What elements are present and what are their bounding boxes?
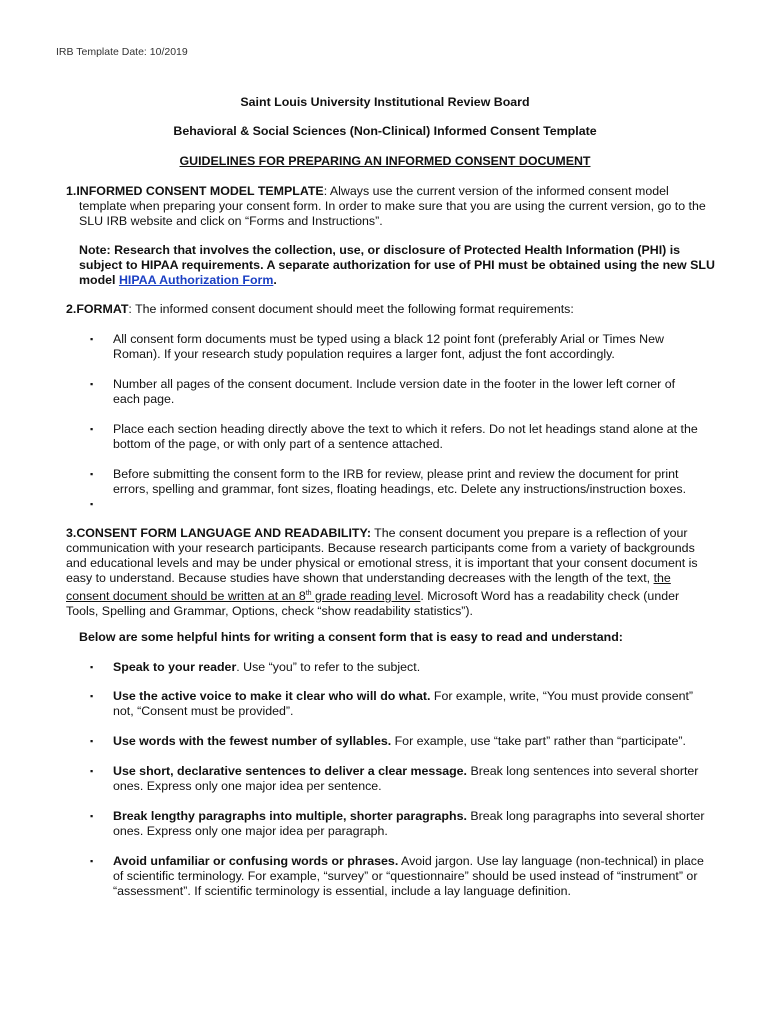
hint-text: Break long paragraphs into several shorter ones. Express only one major idea per paragraph. — [113, 809, 705, 838]
section-1-text-line1: : Always use the current version of the informed consent model — [323, 184, 669, 198]
hint-text: Avoid jargon. Use lay language (non-technical) in place of scientific terminology. For example, “survey” or “questionnaire” should be used instead of “instrument” or “assessment”. If scientific terminology is essential, include a lay language definition. — [113, 854, 704, 898]
hint-bold: Avoid unfamiliar or confusing words or phrases. — [113, 854, 399, 868]
section-1-number: 1. — [66, 184, 77, 198]
section-3 — [66, 526, 706, 619]
section-2 — [66, 302, 716, 317]
bullet-icon: ▪ — [90, 691, 94, 701]
bullet-icon: ▪ — [90, 379, 94, 389]
format-list — [90, 332, 705, 512]
hint-text: For example, write, “You must provide consent” not, “Consent must be provided”. — [113, 689, 694, 718]
template-subtitle: Behavioral & Social Sciences (Non-Clinical) Informed Consent Template — [173, 124, 597, 138]
section-2-heading: FORMAT — [76, 302, 129, 316]
list-item — [90, 377, 705, 407]
hint-text: Break long sentences into several shorter ones. Express only one major idea per sentence. — [113, 764, 699, 793]
section-2-text: : The informed consent document should meet the following format requirements: — [128, 302, 574, 316]
section-1 — [66, 184, 716, 229]
section-3-text-a: The consent document you prepare is a reflection of your communication with your research participants. Because research participants come from a variety of backgrounds and educational levels and may be under physical or emotional stress, it is important that your consent document is easy to understand. Because studies have shown that understanding decreases with the length of the text, — [66, 526, 698, 585]
section-2-number: 2. — [66, 302, 77, 316]
bullet-icon: ▪ — [90, 499, 94, 509]
bullet-icon: ▪ — [90, 424, 94, 434]
list-item — [90, 734, 705, 749]
list-item — [90, 854, 705, 899]
hints-list — [90, 660, 705, 899]
section-3-number: 3. — [66, 526, 77, 540]
bullet-icon: ▪ — [90, 334, 94, 344]
format-item-text: Place each section heading directly above the text to which it refers. Do not let headings stand alone at the bottom of the page, or with only part of a sentence attached. — [113, 422, 698, 451]
list-item — [90, 764, 705, 794]
list-item — [90, 809, 705, 839]
hint-text: For example, use “take part” rather than “participate”. — [391, 734, 686, 748]
hint-bold: Break lengthy paragraphs into multiple, shorter paragraphs. — [113, 809, 467, 823]
bullet-icon: ▪ — [90, 766, 94, 776]
org-title: Saint Louis University Institutional Review Board — [240, 95, 530, 109]
list-item — [90, 332, 705, 362]
list-item — [90, 422, 705, 452]
format-item-text: Before submitting the consent form to the IRB for review, please print and review the document for print errors, spelling and grammar, font sizes, floating headings, etc. Delete any instructions/instruction boxes. — [113, 467, 687, 496]
bullet-icon: ▪ — [90, 469, 94, 479]
hipaa-authorization-link[interactable]: HIPAA Authorization Form — [118, 273, 274, 287]
list-item — [90, 689, 705, 719]
bullet-icon: ▪ — [90, 856, 94, 866]
hint-bold: Use words with the fewest number of syllables. — [113, 734, 392, 748]
format-item-text: All consent form documents must be typed using a black 12 point font (preferably Arial or Times New Roman). If your research study population requires a larger font, adjust the font accordingly. — [113, 332, 664, 361]
section-1-heading: INFORMED CONSENT MODEL TEMPLATE — [76, 184, 324, 198]
format-item-text: Number all pages of the consent document. Include version date in the footer in the lower left corner of each page. — [113, 377, 676, 406]
list-item — [90, 497, 705, 512]
hint-bold: Speak to your reader — [113, 660, 237, 674]
hipaa-note-end: . — [273, 273, 277, 287]
bullet-icon: ▪ — [90, 736, 94, 746]
section-3-text-b: . Microsoft Word has a readability check (under Tools, Spelling and Grammar, Options, check “show readability statistics”). — [66, 589, 680, 619]
section-1-text: template when preparing your consent form. In order to make sure that you are using the current version, go to the SLU IRB website and click on “Forms and Instructions”. — [79, 199, 706, 228]
section-3-heading: CONSENT FORM LANGUAGE AND READABILITY: — [76, 526, 371, 540]
hint-bold: Use short, declarative sentences to deliver a clear message. — [113, 764, 468, 778]
hint-bold: Use the active voice to make it clear who will do what. — [113, 689, 431, 703]
hints-title: Below are some helpful hints for writing a consent form that is easy to read and understand: — [79, 630, 623, 644]
reading-level-b: grade reading level — [311, 589, 421, 604]
reading-level-sup: th — [305, 590, 312, 597]
hipaa-note — [79, 243, 719, 288]
reading-level-a: the consent document should be written at an 8 — [66, 571, 671, 604]
guidelines-heading: GUIDELINES FOR PREPARING AN INFORMED CONSENT DOCUMENT — [179, 154, 591, 168]
bullet-icon: ▪ — [90, 811, 94, 821]
bullet-icon: ▪ — [90, 662, 94, 672]
template-date: IRB Template Date: 10/2019 — [56, 46, 188, 58]
list-item — [90, 660, 705, 675]
hint-text: . Use “you” to refer to the subject. — [236, 660, 421, 674]
list-item — [90, 467, 705, 497]
section-1-first-line — [66, 184, 716, 199]
hipaa-note-text: Note: Research that involves the collection, use, or disclosure of Protected Health Information (PHI) is subject to HIPAA requirements. A separate authorization for use of PHI must be obtained using the new SLU model — [79, 243, 715, 287]
